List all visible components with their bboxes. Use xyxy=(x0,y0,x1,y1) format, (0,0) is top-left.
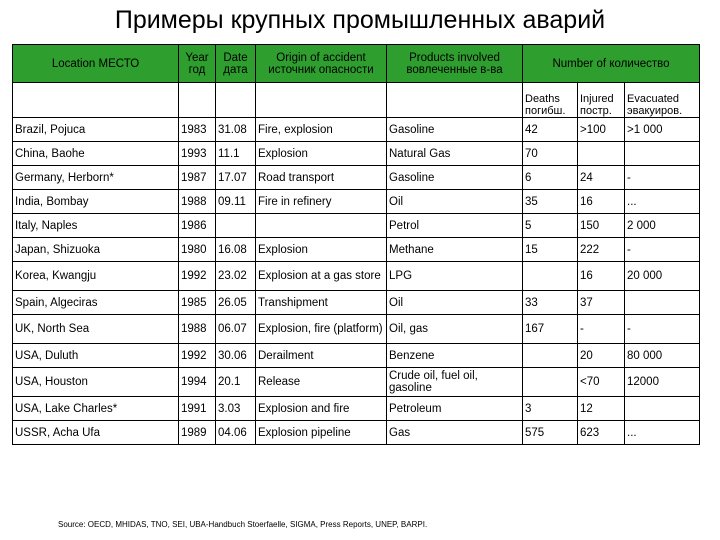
cell-location: USA, Houston xyxy=(13,368,179,397)
page-title: Примеры крупных промышленных аварий xyxy=(114,6,606,34)
cell-evacuated xyxy=(625,397,700,421)
table-row xyxy=(13,368,700,397)
cell-date: 11.1 xyxy=(216,142,256,166)
cell-location: Japan, Shizuoka xyxy=(13,238,179,262)
cell-date: 17.07 xyxy=(216,166,256,190)
cell-location: Korea, Kwangju xyxy=(13,262,179,291)
cell-products: Oil xyxy=(387,190,523,214)
cell-origin: Explosion at a gas store xyxy=(256,262,387,291)
cell-evacuated: - xyxy=(625,238,700,262)
accidents-table xyxy=(12,44,700,445)
header-location: Location МЕСТО xyxy=(13,45,179,83)
cell-deaths: 5 xyxy=(523,214,578,238)
cell-injured: 37 xyxy=(578,291,625,315)
cell-injured: <70 xyxy=(578,368,625,397)
cell-evacuated: 80 000 xyxy=(625,344,700,368)
cell-evacuated xyxy=(625,142,700,166)
cell-origin: Fire, explosion xyxy=(256,118,387,142)
cell-year: 1986 xyxy=(179,214,216,238)
cell-evacuated: - xyxy=(625,166,700,190)
table-row xyxy=(13,142,700,166)
cell-injured: 150 xyxy=(578,214,625,238)
cell-location: USSR, Acha Ufa xyxy=(13,421,179,445)
cell-products: Gasoline xyxy=(387,166,523,190)
cell-products: Gasoline xyxy=(387,118,523,142)
cell-products: Petroleum xyxy=(387,397,523,421)
cell-date: 09.11 xyxy=(216,190,256,214)
cell-year: 1987 xyxy=(179,166,216,190)
cell-year: 1988 xyxy=(179,315,216,344)
cell-location: Brazil, Pojuca xyxy=(13,118,179,142)
table-row xyxy=(13,190,700,214)
cell-evacuated: - xyxy=(625,315,700,344)
cell-year: 1985 xyxy=(179,291,216,315)
subheader-deaths: Deaths погибш. xyxy=(523,83,578,118)
table-row xyxy=(13,166,700,190)
cell-date: 16.08 xyxy=(216,238,256,262)
cell-year: 1993 xyxy=(179,142,216,166)
source-note: Source: OECD, MHIDAS, TNO, SEI, UBA-Handbuch Stoerfaelle, SIGMA, Press Reports, UNEP, BARPI. xyxy=(58,520,428,529)
cell-deaths: 42 xyxy=(523,118,578,142)
subheader-evacuated: Evacuated эвакуиров. xyxy=(625,83,700,118)
cell-deaths xyxy=(523,368,578,397)
header-origin: Origin of accident источник опасности xyxy=(256,45,387,83)
cell-deaths: 167 xyxy=(523,315,578,344)
cell-location: China, Baohe xyxy=(13,142,179,166)
header-row xyxy=(13,45,700,83)
cell-origin: Transhipment xyxy=(256,291,387,315)
cell-evacuated: 20 000 xyxy=(625,262,700,291)
table-row xyxy=(13,397,700,421)
cell-year: 1992 xyxy=(179,344,216,368)
cell-date xyxy=(216,214,256,238)
cell-origin: Explosion pipeline xyxy=(256,421,387,445)
cell-deaths: 15 xyxy=(523,238,578,262)
cell-deaths xyxy=(523,262,578,291)
table-row xyxy=(13,421,700,445)
cell-products: Oil, gas xyxy=(387,315,523,344)
table-row xyxy=(13,238,700,262)
header-date: Date дата xyxy=(216,45,256,83)
cell-deaths: 3 xyxy=(523,397,578,421)
cell-evacuated: 2 000 xyxy=(625,214,700,238)
cell-origin: Derailment xyxy=(256,344,387,368)
cell-origin: Explosion xyxy=(256,238,387,262)
cell-products: LPG xyxy=(387,262,523,291)
cell-origin xyxy=(256,214,387,238)
cell-products: Crude oil, fuel oil, gasoline xyxy=(387,368,523,397)
cell-origin: Release xyxy=(256,368,387,397)
cell-injured: 16 xyxy=(578,190,625,214)
cell-injured: 623 xyxy=(578,421,625,445)
subheader-injured: Injured постр. xyxy=(578,83,625,118)
cell-products: Benzene xyxy=(387,344,523,368)
cell-origin: Road transport xyxy=(256,166,387,190)
cell-year: 1988 xyxy=(179,190,216,214)
cell-year: 1992 xyxy=(179,262,216,291)
table-row xyxy=(13,214,700,238)
header-number: Number of количество xyxy=(523,45,700,83)
cell-deaths: 575 xyxy=(523,421,578,445)
cell-injured: >100 xyxy=(578,118,625,142)
header-products: Products involved вовлеченные в-ва xyxy=(387,45,523,83)
cell-products: Oil xyxy=(387,291,523,315)
cell-location: USA, Duluth xyxy=(13,344,179,368)
cell-injured: 12 xyxy=(578,397,625,421)
table-row xyxy=(13,315,700,344)
cell-location: Italy, Naples xyxy=(13,214,179,238)
cell-evacuated: ... xyxy=(625,190,700,214)
cell-deaths xyxy=(523,344,578,368)
cell-year: 1983 xyxy=(179,118,216,142)
cell-evacuated: ... xyxy=(625,421,700,445)
cell-origin: Explosion xyxy=(256,142,387,166)
cell-date: 26.05 xyxy=(216,291,256,315)
cell-year: 1994 xyxy=(179,368,216,397)
cell-location: UK, North Sea xyxy=(13,315,179,344)
cell-date: 20.1 xyxy=(216,368,256,397)
cell-injured: 16 xyxy=(578,262,625,291)
cell-year: 1989 xyxy=(179,421,216,445)
table-row xyxy=(13,262,700,291)
cell-injured: 20 xyxy=(578,344,625,368)
cell-products: Methane xyxy=(387,238,523,262)
cell-injured: 222 xyxy=(578,238,625,262)
cell-date: 31.08 xyxy=(216,118,256,142)
cell-year: 1991 xyxy=(179,397,216,421)
cell-location: India, Bombay xyxy=(13,190,179,214)
cell-products: Petrol xyxy=(387,214,523,238)
cell-date: 04.06 xyxy=(216,421,256,445)
cell-products: Gas xyxy=(387,421,523,445)
cell-origin: Explosion and fire xyxy=(256,397,387,421)
cell-date: 3.03 xyxy=(216,397,256,421)
cell-location: Spain, Algeciras xyxy=(13,291,179,315)
cell-origin: Explosion, fire (platform) xyxy=(256,315,387,344)
cell-location: Germany, Herborn* xyxy=(13,166,179,190)
cell-deaths: 33 xyxy=(523,291,578,315)
cell-origin: Fire in refinery xyxy=(256,190,387,214)
cell-products: Natural Gas xyxy=(387,142,523,166)
cell-injured: 24 xyxy=(578,166,625,190)
table-row xyxy=(13,344,700,368)
cell-evacuated xyxy=(625,291,700,315)
cell-evacuated: 12000 xyxy=(625,368,700,397)
cell-date: 30.06 xyxy=(216,344,256,368)
cell-location: USA, Lake Charles* xyxy=(13,397,179,421)
cell-year: 1980 xyxy=(179,238,216,262)
table-row xyxy=(13,291,700,315)
cell-deaths: 70 xyxy=(523,142,578,166)
table-row xyxy=(13,118,700,142)
cell-injured: - xyxy=(578,315,625,344)
cell-injured xyxy=(578,142,625,166)
subheader-row xyxy=(13,83,700,118)
cell-date: 23.02 xyxy=(216,262,256,291)
cell-evacuated: >1 000 xyxy=(625,118,700,142)
header-year: Year год xyxy=(179,45,216,83)
cell-deaths: 35 xyxy=(523,190,578,214)
cell-date: 06.07 xyxy=(216,315,256,344)
cell-deaths: 6 xyxy=(523,166,578,190)
